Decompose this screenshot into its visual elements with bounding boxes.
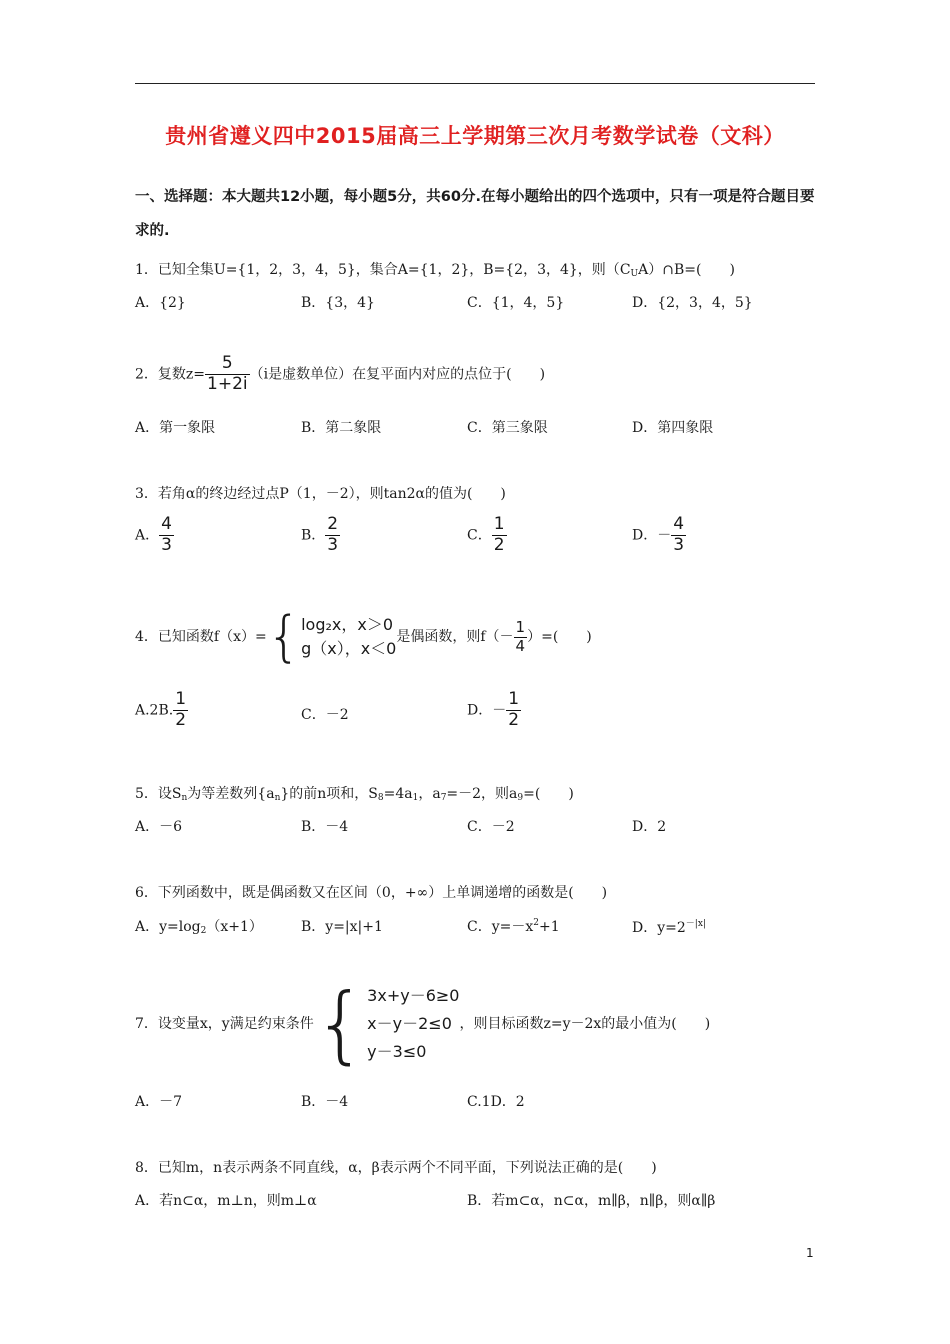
question-8: 8．已知m，n表示两条不同直线，α，β表示两个不同平面，下列说法正确的是( ) <box>135 1160 657 1176</box>
document-title: 贵州省遵义四中2015届高三上学期第三次月考数学试卷（文科） <box>165 124 785 148</box>
q1-option-d: D．{2，3，4，5} <box>632 295 753 311</box>
left-brace: { <box>266 605 302 668</box>
q5-option-b: B．－4 <box>301 819 349 835</box>
q2-option-d: D．第四象限 <box>632 420 714 436</box>
question-4: 4．已知函数f（x）={ log₂x，x＞0 g（x），x＜0 是偶函数，则f（－ $\frac{1}{4}$ ）=( ) <box>135 605 592 668</box>
q3-option-c: C． $\frac{1}{2}$ <box>467 514 505 555</box>
question-5: 5．设$S_n$为等差数列$\{a_n\}$的前n项和，$S_8=4a_1$，$a_7=-2$，则$a_9=$( ) <box>135 786 574 803</box>
q8-option-a: A．若n⊂α，m⊥n，则m⊥α <box>135 1193 317 1209</box>
q1-option-c: C．{1，4，5} <box>467 295 565 311</box>
q6-option-d: D．$y=2^{-|x|}$ <box>632 919 706 936</box>
q2-fraction: $\frac{5}{1+2i}$ <box>207 353 248 394</box>
question-1: 1．已知全集U={1，2，3，4，5}，集合A={1，2}，B={2，3，4}，则$(C_UA)\cap B=$( ) <box>135 262 735 279</box>
q4-option-c: C．－2 <box>301 707 349 723</box>
q2-option-c: C．第三象限 <box>467 420 548 436</box>
question-3: 3．若角α的终边经过点P（1，－2），则tan2α的值为( ) <box>135 486 506 502</box>
q7-option-a: A．－7 <box>135 1094 183 1110</box>
q7-option-cd: C.1D．2 <box>467 1094 525 1110</box>
q8-option-b: B．若m⊂α，n⊂α，m∥β，n∥β，则α∥β <box>467 1193 716 1209</box>
q4-option-d: D．－ $\frac{1}{2}$ <box>467 689 520 730</box>
q3-option-b: B． $\frac{2}{3}$ <box>301 514 339 555</box>
q6-option-a: A．$y=\log_2(x+1)$ <box>135 919 263 936</box>
question-7: 7．设变量x，y满足约束条件{ 3x+y－6≥0 x－y－2≤0 y－3≤0 ，则目标函数z=y－2x的最小值为( ) <box>135 975 711 1073</box>
left-brace: { <box>313 975 368 1073</box>
page-number: 1 <box>806 1246 814 1260</box>
question-6: 6．下列函数中，既是偶函数又在区间（0，+∞）上单调递增的函数是( ) <box>135 885 608 901</box>
q7-option-b: B．－4 <box>301 1094 349 1110</box>
q4-option-ab: A.2B. $\frac{1}{2}$ <box>135 689 187 730</box>
section-heading: 一、选择题：本大题共12小题，每小题5分，共60分.在每小题给出的四个选项中，只有一项是符合题目要求的. <box>135 189 815 239</box>
header-rule <box>135 83 815 84</box>
q3-option-d: D．－ $\frac{4}{3}$ <box>632 514 685 555</box>
q6-option-c: C．$y=-x^2+1$ <box>467 918 560 935</box>
q1-option-a: A．{2} <box>135 295 186 311</box>
q5-option-d: D．2 <box>632 819 667 835</box>
constraint-cases: 3x+y－6≥0 x－y－2≤0 y－3≤0 <box>367 986 460 1061</box>
q5-option-a: A．－6 <box>135 819 183 835</box>
q6-option-b: B．y=|x|+1 <box>301 919 383 935</box>
piecewise-cases: log₂x，x＞0 g（x），x＜0 <box>301 615 397 658</box>
q1-option-b: B．{3，4} <box>301 295 375 311</box>
q3-option-a: A． $\frac{4}{3}$ <box>135 514 172 555</box>
q5-option-c: C．－2 <box>467 819 515 835</box>
q2-option-b: B．第二象限 <box>301 420 382 436</box>
q2-option-a: A．第一象限 <box>135 420 216 436</box>
question-2: 2．复数z= $\frac{5}{1+2i}$ （i是虚数单位）在复平面内对应的点位于( ) <box>135 353 546 394</box>
